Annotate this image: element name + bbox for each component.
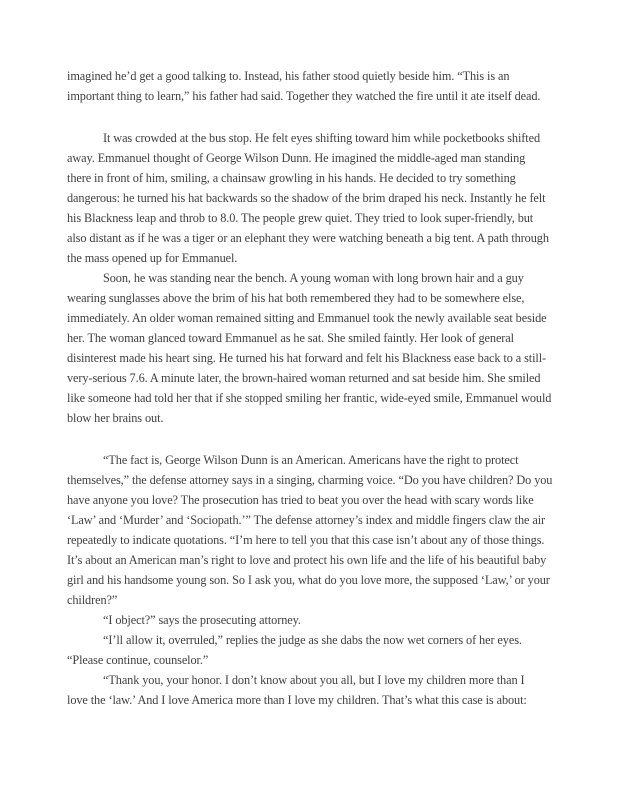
scene-break [67, 106, 557, 128]
text-line: her. The woman glanced toward Emmanuel as he sat. She smiled faintly. Her look of general [67, 331, 514, 345]
text-line: the mass opened up for Emmanuel. [67, 251, 238, 265]
text-line: ‘Law’ and ‘Murder’ and ‘Sociopath.’” The defense attorney’s index and middle fingers claw the air [67, 513, 546, 527]
text-line: blow her brains out. [67, 411, 164, 425]
text-line: away. Emmanuel thought of George Wilson Dunn. He imagined the middle-aged man standing [67, 151, 526, 165]
text-line: important thing to learn,” his father had said. Together they watched the fire until it ate itself dead. [67, 89, 541, 103]
text-line: “I’ll allow it, overruled,” replies the judge as she dabs the now wet corners of her eyes. [103, 633, 522, 647]
text-line: his Blackness leap and throb to 8.0. The people grew quiet. They tried to look super-friendly, but [67, 211, 534, 225]
story-text [67, 66, 557, 710]
text-line: there in front of him, smiling, a chainsaw growling in his hands. He decided to try something [67, 171, 516, 185]
text-line: girl and his handsome young son. So I ask you, what do you love more, the supposed ‘Law,’ or your [67, 573, 550, 587]
text-line: immediately. An older woman remained sitting and Emmanuel took the newly available seat beside [67, 311, 547, 325]
text-line: wearing sunglasses above the brim of his hat both remembered they had to be somewhere else, [67, 291, 525, 305]
text-line: repeatedly to indicate quotations. “I’m here to tell you that this case isn’t about any of those things. [67, 533, 545, 547]
text-line: Soon, he was standing near the bench. A young woman with long brown hair and a guy [103, 271, 524, 285]
text-line: It was crowded at the bus stop. He felt eyes shifting toward him while pocketbooks shifted [103, 131, 541, 145]
text-line: dangerous: he turned his hat backwards so the shadow of the brim draped his neck. Instantly he felt [67, 191, 546, 205]
text-line: have anyone you love? The prosecution has tried to beat you over the head with scary words like [67, 493, 534, 507]
text-line: like someone had told her that if she stopped smiling her frantic, wide-eyed smile, Emmanuel would [67, 391, 552, 405]
text-line: also distant as if he was a tiger or an elephant they were watching beneath a big tent. A path through [67, 231, 549, 245]
text-line: disinterest made his heart sing. He turned his hat forward and felt his Blackness ease back to a still- [67, 351, 547, 365]
text-line: children?” [67, 593, 118, 607]
text-line: love the ‘law.’ And I love America more than I love my children. That’s what this case is about: [67, 693, 527, 707]
text-line: It’s about an American man’s right to love and protect his own life and the life of his beautiful baby [67, 553, 547, 567]
text-line: “The fact is, George Wilson Dunn is an American. Americans have the right to protect [103, 453, 519, 467]
scene-break [67, 428, 557, 450]
text-line: “Thank you, your honor. I don’t know about you all, but I love my children more than I [103, 673, 525, 687]
text-line: “I object?” says the prosecuting attorney. [103, 613, 301, 627]
text-line: imagined he’d get a good talking to. Instead, his father stood quietly beside him. “This is an [67, 69, 510, 83]
text-line: “Please continue, counselor.” [67, 653, 209, 667]
text-line: themselves,” the defense attorney says in a singing, charming voice. “Do you have children? Do you [67, 473, 553, 487]
text-line: very-serious 7.6. A minute later, the brown-haired woman returned and sat beside him. She smiled [67, 371, 541, 385]
